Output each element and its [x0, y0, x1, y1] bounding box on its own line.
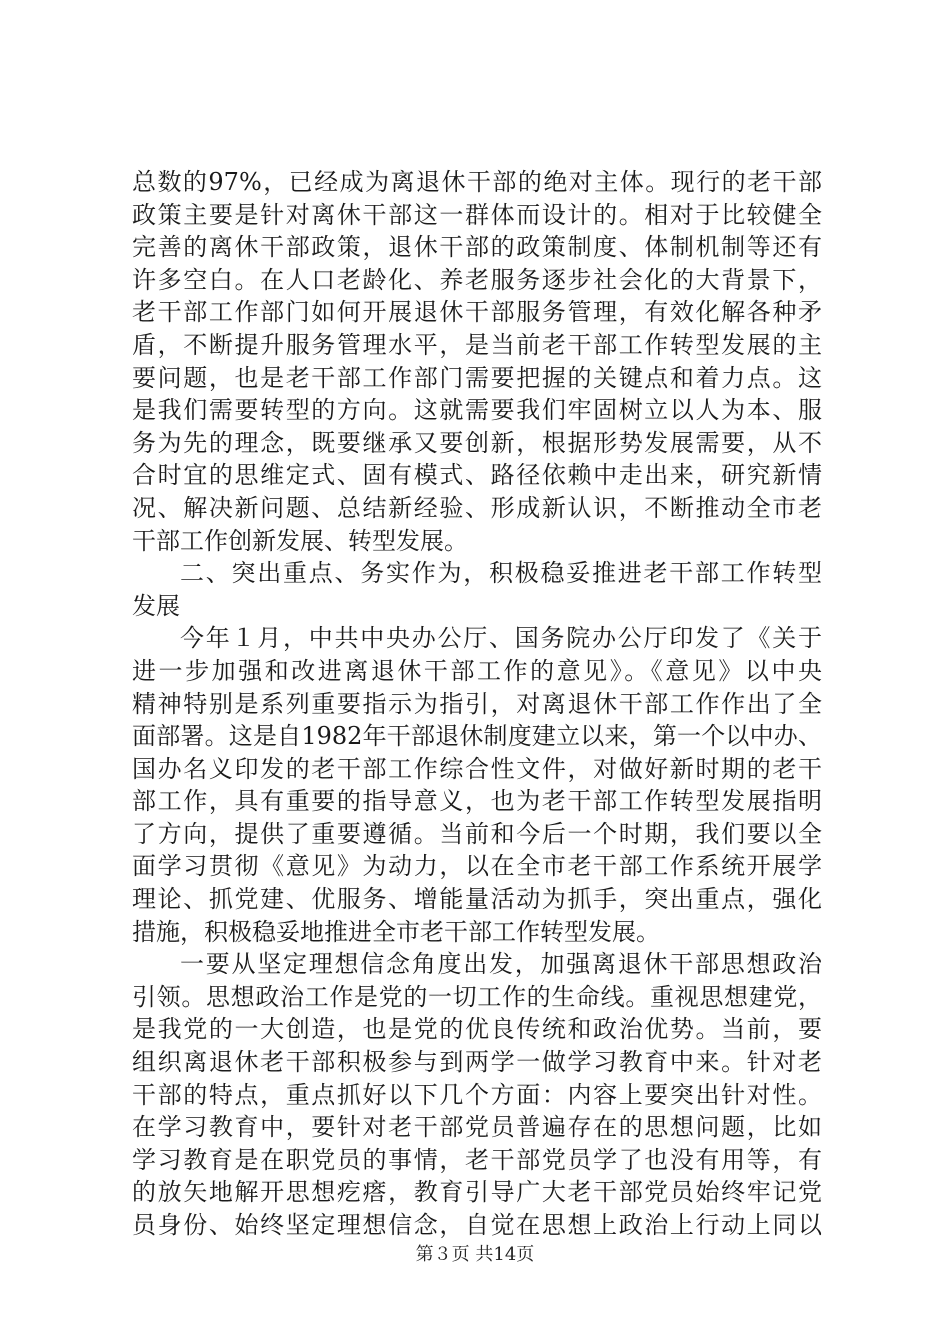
- body-text: [132, 166, 822, 1242]
- text-line: 进一步加强和改进离退休干部工作的意见》。《意见》以中央: [132, 656, 822, 685]
- text-line: 了方向，提供了重要遵循。当前和今后一个时期，我们要以全: [132, 819, 822, 848]
- text-line: 是我党的一大创造，也是党的优良传统和政治优势。当前，要: [132, 1015, 822, 1044]
- text-line: 政策主要是针对离休干部这一群体而设计的。相对于比较健全: [132, 200, 822, 229]
- text-line: 措施，积极稳妥地推进全市老干部工作转型发展。: [132, 917, 660, 946]
- text-line: 二、突出重点、务实作为，积极稳妥推进老干部工作转型: [180, 559, 822, 588]
- text-line: 的放矢地解开思想疙瘩，教育引导广大老干部党员始终牢记党: [132, 1178, 822, 1207]
- text-line: 引领。思想政治工作是党的一切工作的生命线。重视思想建党，: [132, 982, 822, 1011]
- text-line: 干部工作创新发展、转型发展。: [132, 526, 468, 555]
- text-line: 今年１月，中共中央办公厅、国务院办公厅印发了《关于: [180, 624, 822, 653]
- text-line: 组织离退休老干部积极参与到两学一做学习教育中来。针对老: [132, 1048, 822, 1077]
- text-line: 发展: [132, 591, 180, 620]
- text-line: 务为先的理念，既要继承又要创新，根据形势发展需要，从不: [132, 428, 822, 457]
- text-line: 许多空白。在人口老龄化、养老服务逐步社会化的大背景下，: [132, 265, 822, 294]
- text-line: 部工作，具有重要的指导意义，也为老干部工作转型发展指明: [132, 787, 822, 816]
- text-line: 干部的特点，重点抓好以下几个方面：内容上要突出针对性。: [132, 1080, 822, 1109]
- text-line: 是我们需要转型的方向。这就需要我们牢固树立以人为本、服: [132, 396, 822, 425]
- text-line: 面学习贯彻《意见》为动力，以在全市老干部工作系统开展学: [132, 852, 822, 881]
- text-line: 况、解决新问题、总结新经验、形成新认识，不断推动全市老: [132, 493, 822, 522]
- text-line: 合时宜的思维定式、固有模式、路径依赖中走出来，研究新情: [132, 461, 822, 490]
- text-line: 一要从坚定理想信念角度出发，加强离退休干部思想政治: [180, 950, 822, 979]
- text-line: 要问题，也是老干部工作部门需要把握的关键点和着力点。这: [132, 363, 822, 392]
- text-line: 面部署。这是自1982年干部退休制度建立以来，第一个以中办、: [132, 722, 822, 751]
- text-line: 精神特别是系列重要指示为指引，对离退休干部工作作出了全: [132, 689, 822, 718]
- text-line: 盾，不断提升服务管理水平，是当前老干部工作转型发展的主: [132, 330, 822, 359]
- text-line: 学习教育是在职党员的事情，老干部党员学了也没有用等，有: [132, 1145, 822, 1174]
- text-line: 在学习教育中，要针对老干部党员普遍存在的思想问题，比如: [132, 1113, 822, 1142]
- text-line: 国办名义印发的老干部工作综合性文件，对做好新时期的老干: [132, 754, 822, 783]
- text-line: 老干部工作部门如何开展退休干部服务管理，有效化解各种矛: [132, 298, 822, 327]
- text-line: 理论、抓党建、优服务、增能量活动为抓手，突出重点，强化: [132, 885, 822, 914]
- text-line: 完善的离休干部政策，退休干部的政策制度、体制机制等还有: [132, 233, 822, 262]
- text-line: 总数的97%，已经成为离退休干部的绝对主体。现行的老干部: [132, 168, 822, 196]
- page-footer: 第３页 共14页: [415, 1244, 535, 1265]
- text-line: 员身份、始终坚定理想信念，自觉在思想上政治上行动上同以: [132, 1211, 822, 1239]
